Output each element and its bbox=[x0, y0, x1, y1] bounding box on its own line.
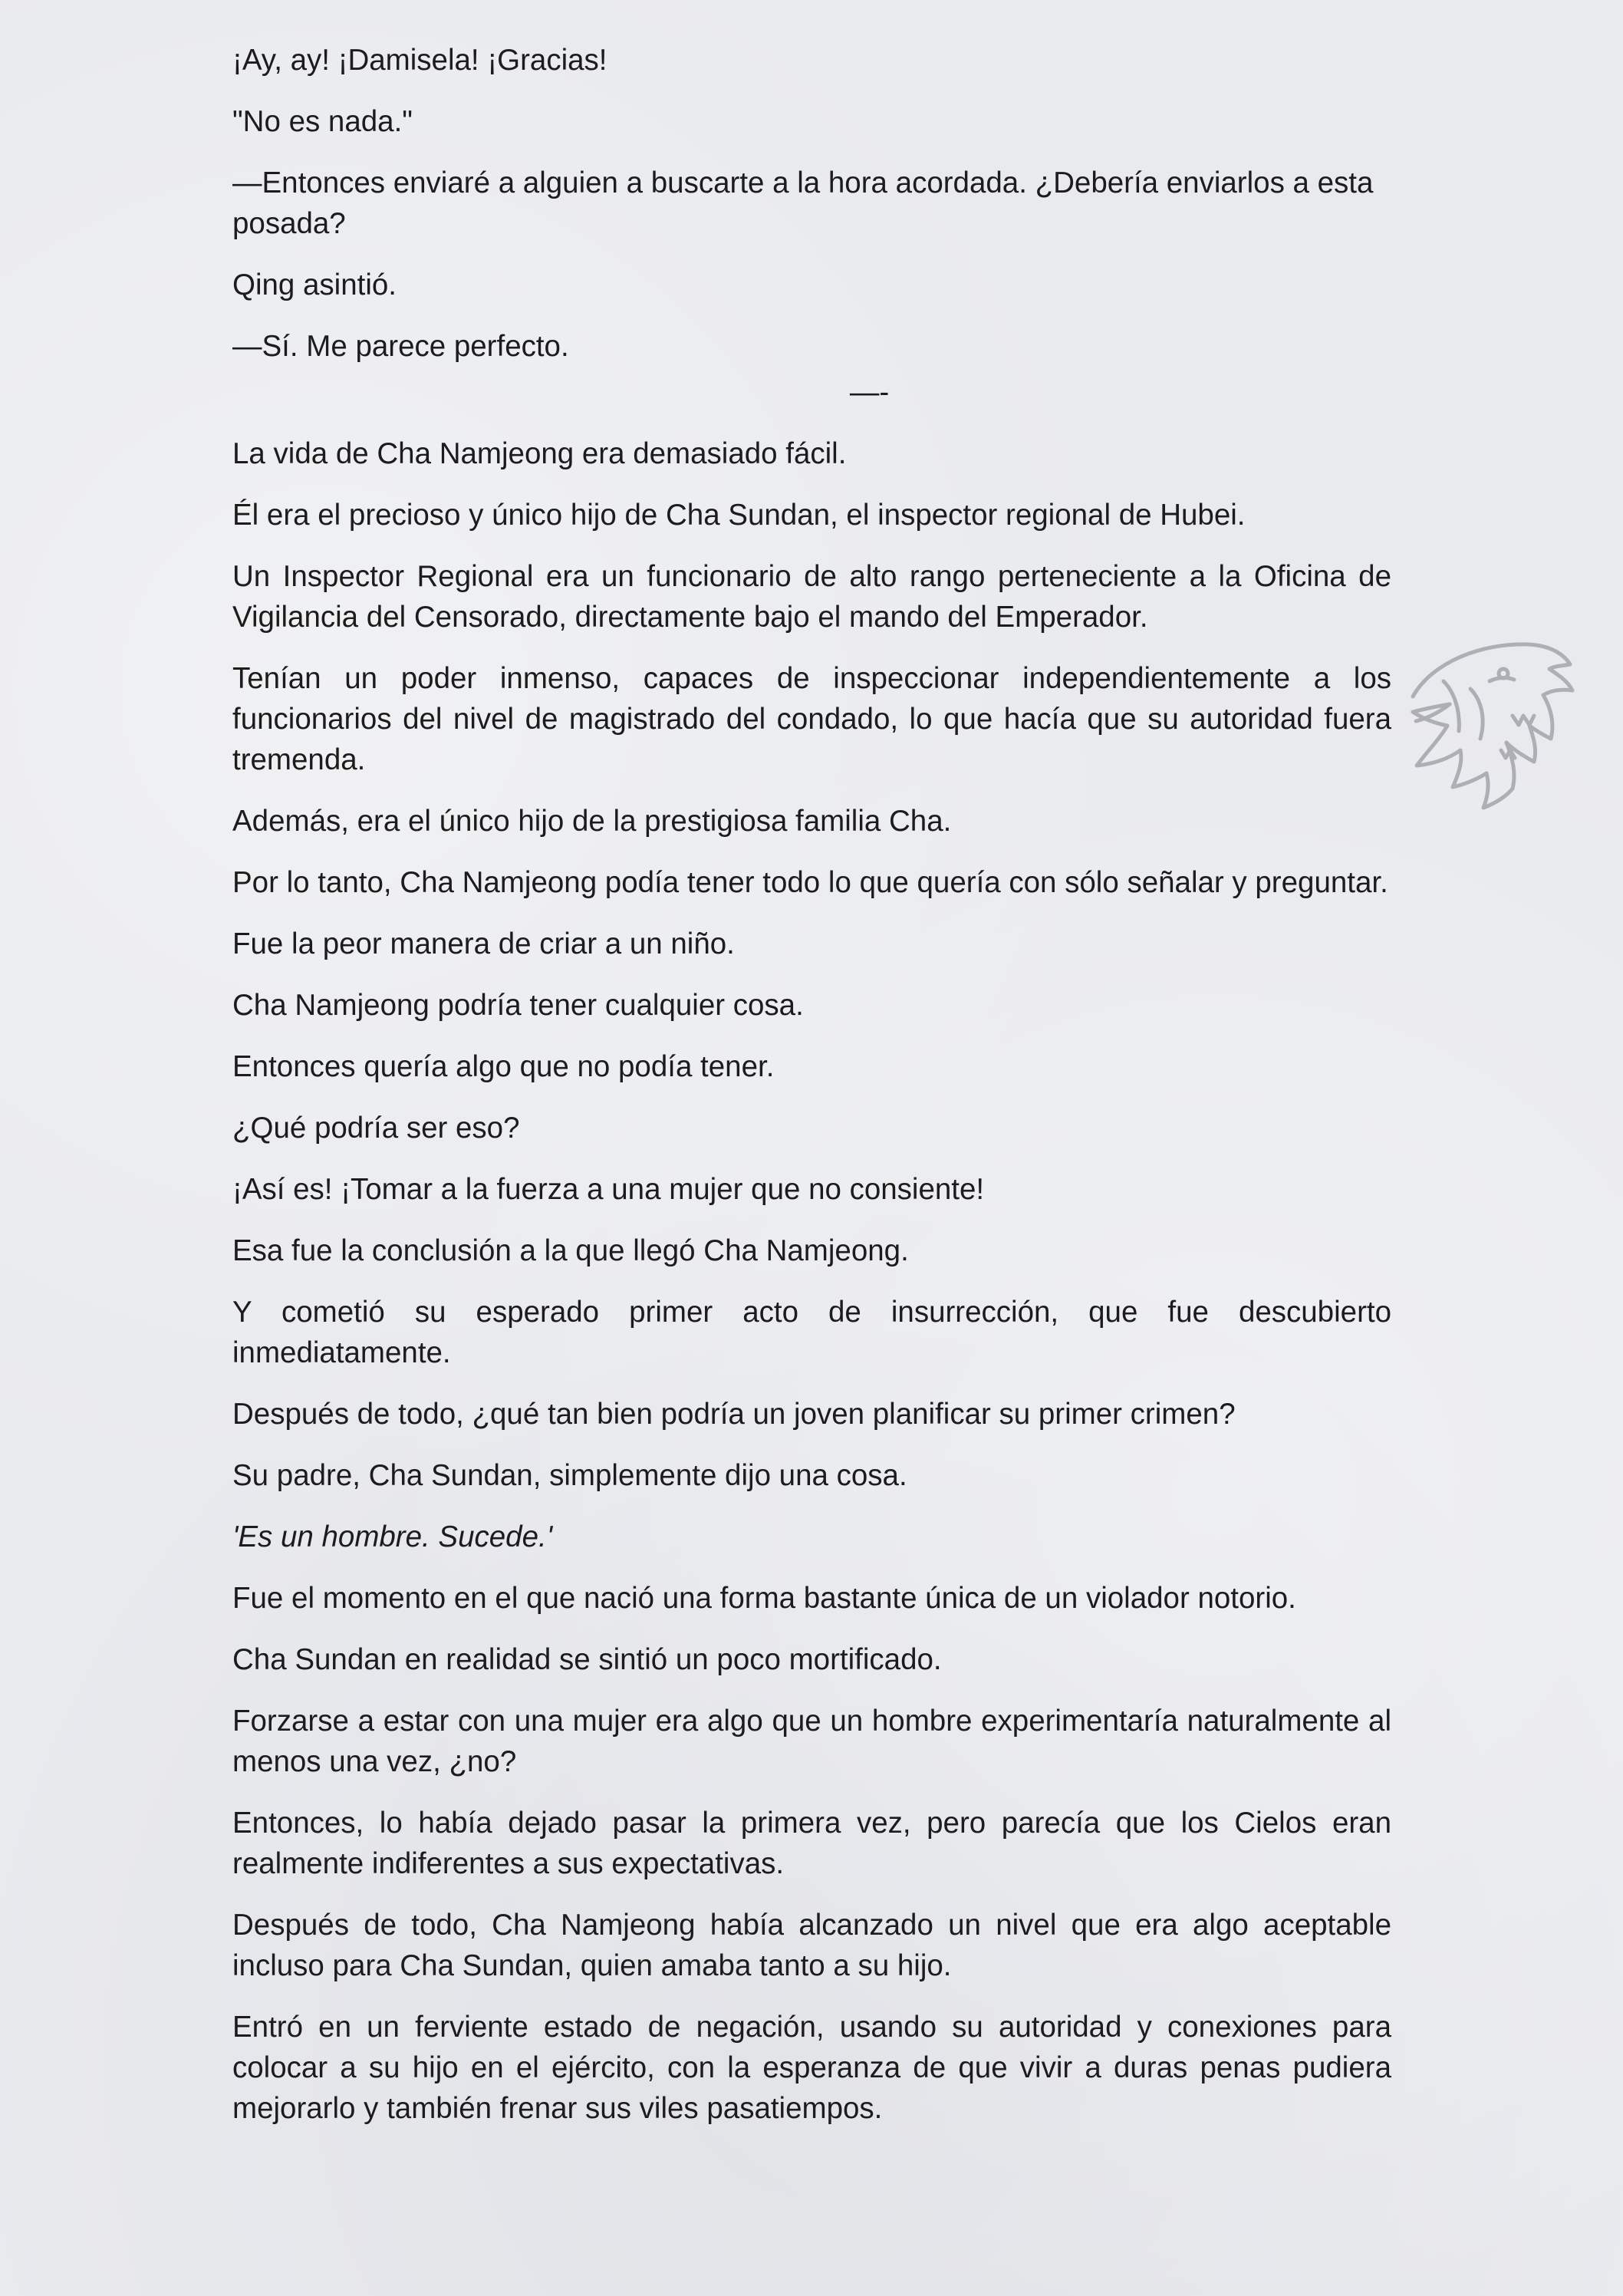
paragraph: Además, era el único hijo de la prestigiosa familia Cha. bbox=[232, 805, 952, 838]
paragraph: Cha Namjeong podría tener cualquier cosa. bbox=[232, 989, 804, 1022]
paragraph: Forzarse a estar con una mujer era algo que un hombre experimentaría naturalmente al menos una vez, ¿no? bbox=[232, 1705, 1391, 1778]
paragraph: Cha Sundan en realidad se sintió un poco mortificado. bbox=[232, 1643, 942, 1676]
paragraph: Después de todo, Cha Namjeong había alcanzado un nivel que era algo aceptable incluso para Cha Sundan, quien amaba tanto a su hijo. bbox=[232, 1909, 1391, 1982]
paragraph: Entonces, lo había dejado pasar la primera vez, pero parecía que los Cielos eran realmente indiferentes a sus expectativas. bbox=[232, 1807, 1391, 1880]
paragraph: Después de todo, ¿qué tan bien podría un joven planificar su primer crimen? bbox=[232, 1398, 1236, 1431]
paragraph: Qing asintió. bbox=[232, 268, 397, 301]
paragraph: Esa fue la conclusión a la que llegó Cha Namjeong. bbox=[232, 1234, 909, 1267]
paragraph: Entró en un ferviente estado de negación, usando su autoridad y conexiones para colocar a su hijo en el ejército, con la esperanza de que vivir a duras penas pudiera mejorarlo y también frenar sus viles pasatiempos. bbox=[232, 2011, 1391, 2125]
paragraph: —Sí. Me parece perfecto. bbox=[232, 330, 569, 363]
section-separator: —- bbox=[849, 376, 890, 409]
paragraph: 'Es un hombre. Sucede.' bbox=[232, 1520, 553, 1553]
paragraphs-before-separator bbox=[232, 40, 1391, 367]
paragraph: —Entonces enviaré a alguien a buscarte a la hora acordada. ¿Debería enviarlos a esta posada? bbox=[232, 166, 1374, 240]
paragraph: Fue la peor manera de criar a un niño. bbox=[232, 927, 735, 960]
text-column bbox=[232, 40, 1391, 2149]
paragraph: Fue el momento en el que nació una forma bastante única de un violador notorio. bbox=[232, 1582, 1296, 1615]
paragraph: ¡Así es! ¡Tomar a la fuerza a una mujer que no consiente! bbox=[232, 1173, 985, 1206]
paragraph: Su padre, Cha Sundan, simplemente dijo una cosa. bbox=[232, 1459, 907, 1492]
paragraph: Y cometió su esperado primer acto de insurrección, que fue descubierto inmediatamente. bbox=[232, 1296, 1391, 1369]
paragraph: Por lo tanto, Cha Namjeong podía tener todo lo que quería con sólo señalar y preguntar. bbox=[232, 866, 1388, 899]
dinosaur-head-icon bbox=[1397, 635, 1582, 827]
paragraphs-after-separator bbox=[232, 433, 1391, 2129]
paragraph: Un Inspector Regional era un funcionario de alto rango perteneciente a la Oficina de Vigilancia del Censorado, directamente bajo el mando del Emperador. bbox=[232, 560, 1391, 634]
paragraph: La vida de Cha Namjeong era demasiado fácil. bbox=[232, 437, 847, 470]
paragraph: "No es nada." bbox=[232, 105, 413, 138]
paragraph: Él era el precioso y único hijo de Cha Sundan, el inspector regional de Hubei. bbox=[232, 499, 1246, 532]
paragraph: Entonces quería algo que no podía tener. bbox=[232, 1050, 775, 1083]
paragraph: ¿Qué podría ser eso? bbox=[232, 1112, 520, 1145]
paragraph: ¡Ay, ay! ¡Damisela! ¡Gracias! bbox=[232, 44, 607, 77]
paragraph: Tenían un poder inmenso, capaces de inspeccionar independientemente a los funcionarios del nivel de magistrado del condado, lo que hacía que su autoridad fuera tremenda. bbox=[232, 662, 1391, 776]
